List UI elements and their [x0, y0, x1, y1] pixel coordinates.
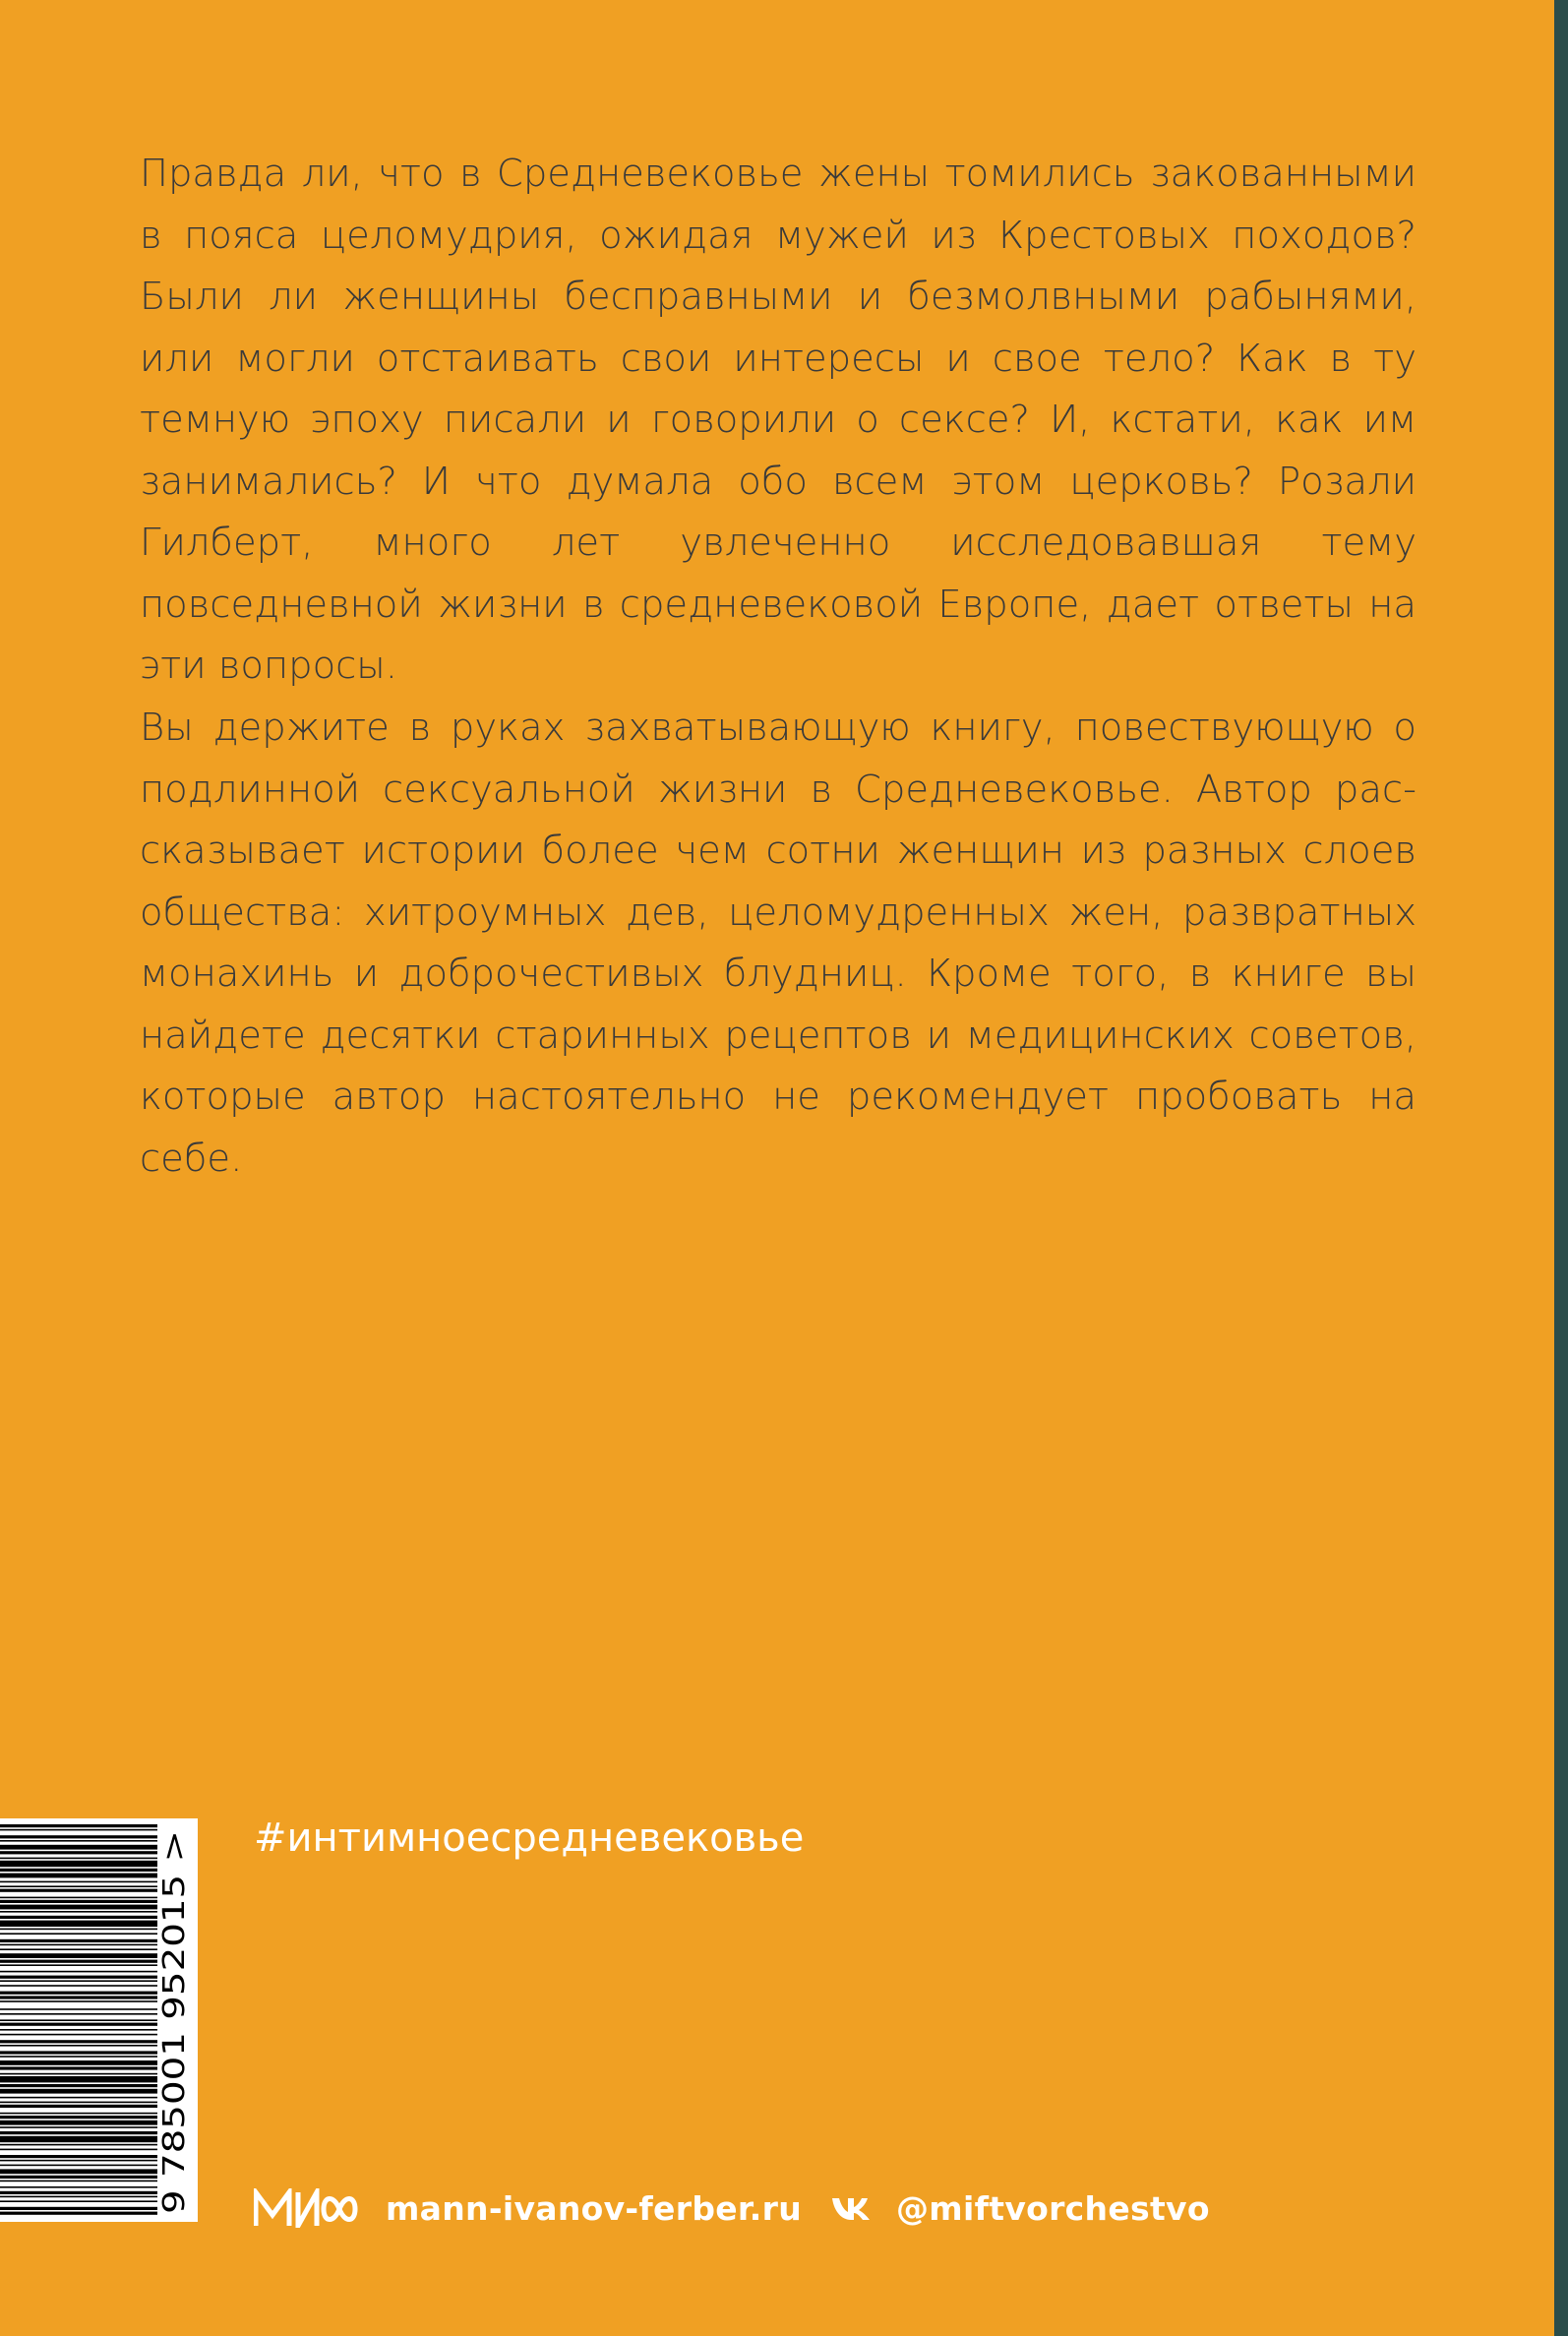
barcode-bar — [0, 2165, 157, 2167]
barcode-bar — [0, 2056, 157, 2058]
barcode-bar — [0, 2084, 157, 2087]
barcode-digits: 9 785001 952015 > — [157, 1917, 192, 2214]
barcode-bar — [0, 1900, 157, 1903]
barcode-bar — [0, 1933, 157, 1935]
barcode-bar — [0, 1964, 157, 1966]
barcode-bar — [0, 1921, 157, 1927]
barcode-bar — [0, 2136, 157, 2142]
barcode-bar — [0, 1824, 157, 1827]
barcode-bar — [0, 1985, 157, 1987]
spine-edge — [1554, 0, 1568, 2336]
barcode-bar — [0, 2116, 157, 2119]
barcode-bar — [0, 2149, 157, 2151]
barcode-bar — [0, 2066, 157, 2069]
hashtag: #интимноесредневековье — [254, 1815, 805, 1861]
barcode-bar — [0, 2034, 157, 2036]
barcode-bar — [0, 2029, 157, 2031]
barcode-bar — [0, 1885, 157, 1887]
barcode-bar — [0, 1953, 157, 1958]
barcode-bar — [0, 2207, 157, 2210]
barcode-bar — [0, 2144, 157, 2146]
barcode-bar — [0, 1992, 157, 1995]
barcode-bar — [0, 1976, 157, 1979]
barcode-bar — [0, 2105, 157, 2108]
blurb-paragraph-2: Вы держите в руках захватывающую книгу, повествующую о подлинной сексуальной жизни в Средневековье. Автор рассказывает истории более чем сотни женщин из разных слоев общества: хитроумных дев, целомудренных жен, развратных монахинь и доброчестивых блудниц. Кроме того, в книге вы найдете десятки старинных рецептов и медицинских советов, которые автор настоятельно не рекомендует пробовать на себе. — [140, 706, 1417, 1181]
barcode-bar — [0, 1948, 157, 1950]
barcode-bar — [0, 2191, 157, 2194]
barcode-bar — [0, 1835, 157, 1838]
barcode-bar — [0, 1829, 157, 1831]
barcode-bar — [0, 2051, 157, 2054]
barcode-bar — [0, 2131, 157, 2134]
barcode-bar — [0, 2186, 157, 2188]
publisher-footer — [254, 2177, 1210, 2240]
barcode-bar — [0, 2023, 157, 2026]
barcode-bar — [0, 1845, 157, 1850]
barcode-bar — [0, 1960, 157, 1963]
barcode-bar — [0, 2155, 157, 2158]
barcode-bar — [0, 1971, 157, 1973]
barcode-bar — [0, 2212, 157, 2215]
barcode-bar — [0, 1916, 157, 1919]
barcode-bar — [0, 1869, 157, 1872]
barcode-bar — [0, 1939, 157, 1942]
barcode-bar — [0, 1944, 157, 1946]
barcode-bar — [0, 2073, 157, 2075]
barcode-bar — [0, 2126, 157, 2128]
barcode-bar — [0, 1874, 157, 1878]
barcode-bar — [0, 2040, 157, 2043]
barcode-bar — [0, 1881, 157, 1883]
barcode-bar — [0, 2097, 157, 2099]
barcode-bar — [0, 1897, 157, 1899]
barcode-bar — [0, 2113, 157, 2115]
barcode-bar — [0, 2013, 157, 2015]
barcode-bar — [0, 1851, 157, 1854]
barcode-bars — [0, 1824, 157, 2215]
barcode-bar — [0, 2181, 157, 2182]
barcode-bar — [0, 2076, 157, 2082]
barcode-bar — [0, 2121, 157, 2125]
publisher-website[interactable]: mann-ivanov-ferber.ru — [386, 2188, 802, 2228]
mif-logo — [254, 2188, 358, 2228]
barcode-bar — [0, 1929, 157, 1931]
barcode-bar — [0, 2089, 157, 2094]
barcode-bar — [0, 1858, 157, 1860]
barcode-bar — [0, 1861, 157, 1867]
barcode-bar — [0, 2200, 157, 2202]
barcode-bar — [0, 1911, 157, 1913]
barcode-bar — [0, 2008, 157, 2010]
barcode-bar — [0, 2196, 157, 2198]
barcode-bar — [0, 1980, 157, 1982]
barcode-bar — [0, 2000, 157, 2002]
barcode-bar — [0, 1905, 157, 1910]
barcode-bar — [0, 2176, 157, 2179]
blurb-paragraph-1: Правда ли, что в Средневековье жены томились закованными в пояса целомудрия, ожидая мужей из Крестовых походов? Были ли женщины бесправными и безмолвными рабынями, или могли отстаивать свои интересы и свое тело? Как в ту темную эпоху писали и говорили о сексе? И, кстати, как им занимались? И что думала обо всем этом церковь? Розали Гилберт, много лет увлеченно исследовавшая тему повседневной жизни в средневековой Европе, дает ответы на эти вопросы. — [140, 152, 1417, 688]
barcode-bar — [0, 2019, 157, 2021]
barcode-bar — [0, 1840, 157, 1842]
barcode-bar — [0, 2045, 157, 2047]
barcode-bar — [0, 1889, 157, 1892]
barcode-bar — [0, 2102, 157, 2104]
barcode-bar — [0, 1996, 157, 1998]
barcode-bar — [0, 2060, 157, 2065]
vk-icon[interactable] — [831, 2195, 874, 2221]
barcode-bar — [0, 2160, 157, 2162]
barcode-bar — [0, 2169, 157, 2174]
isbn-barcode — [0, 1818, 198, 2222]
social-handle[interactable]: @miftvorchestvo — [896, 2188, 1210, 2228]
